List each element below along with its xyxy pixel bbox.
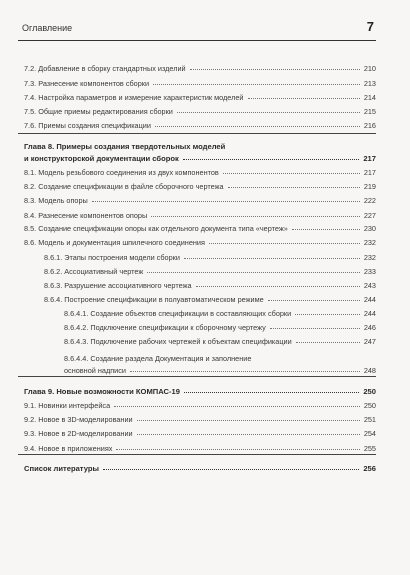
dot-leader (183, 159, 359, 160)
dot-leader (137, 434, 360, 435)
dot-leader (184, 258, 360, 259)
dot-leader (223, 173, 360, 174)
entry-title: 9.2. Новое в 3D-моделировании (24, 415, 133, 424)
toc-entry[interactable] (24, 167, 376, 178)
entry-page: 254 (363, 429, 376, 438)
entry-title: 8.6.3. Разрушение ассоциативного чертежа (44, 281, 192, 290)
entry-page: 232 (363, 238, 376, 247)
dot-leader (177, 112, 360, 113)
toc-entry[interactable] (24, 120, 376, 131)
dot-leader (248, 98, 360, 99)
entry-title: и конструкторской документации сборок (24, 154, 179, 163)
dot-leader (116, 449, 360, 450)
toc-entry[interactable] (44, 294, 376, 305)
dot-leader (151, 216, 360, 217)
toc-entry[interactable] (24, 106, 376, 117)
dot-leader (190, 69, 360, 70)
entry-page: 219 (363, 182, 376, 191)
entry-page: 217 (363, 168, 376, 177)
entry-page: 246 (363, 323, 376, 332)
entry-page: 251 (363, 415, 376, 424)
entry-title: основной надписи (64, 366, 126, 375)
entry-title: Список литературы (24, 464, 99, 473)
entry-title: 8.2. Создание спецификации в файле сборочного чертежа (24, 182, 224, 191)
toc-entry[interactable] (64, 308, 376, 319)
page-number: 7 (366, 19, 374, 34)
entry-page: 227 (363, 211, 376, 220)
entry-title: 8.5. Создание спецификации опоры как отдельного документа типа «чертеж» (24, 224, 288, 233)
toc-entry[interactable] (64, 322, 376, 333)
entry-title: 8.3. Модель опоры (24, 196, 88, 205)
entry-title: 8.6.1. Этапы построения модели сборки (44, 253, 180, 262)
entry-title: 8.1. Модель резьбового соединения из двух компонентов (24, 168, 219, 177)
dot-leader (292, 229, 360, 230)
toc-entry[interactable] (24, 443, 376, 454)
entry-page: 232 (363, 253, 376, 262)
dot-leader (153, 84, 360, 85)
chapter-entry[interactable] (24, 386, 376, 397)
toc-entry[interactable] (44, 280, 376, 291)
dot-leader (184, 392, 359, 393)
toc-entry[interactable] (24, 237, 376, 248)
entry-title: 8.6.4.2. Подключение спецификации к сборочному чертежу (64, 323, 266, 332)
dot-leader (295, 314, 360, 315)
toc-entry[interactable] (24, 223, 376, 234)
dot-leader (268, 300, 360, 301)
dot-leader (270, 328, 360, 329)
entry-page: 243 (363, 281, 376, 290)
toc-entry[interactable] (24, 63, 376, 74)
running-title: Оглавление (22, 23, 73, 33)
entry-page: 250 (363, 401, 376, 410)
dot-leader (92, 201, 360, 202)
page-header (22, 19, 374, 36)
toc-entry[interactable] (24, 210, 376, 221)
toc-entry[interactable] (24, 414, 376, 425)
toc-entry[interactable] (24, 92, 376, 103)
chapter-entry[interactable] (24, 141, 376, 152)
entry-page: 214 (363, 93, 376, 102)
entry-title: 7.2. Добавление в сборку стандартных изделий (24, 64, 186, 73)
entry-page: 210 (363, 64, 376, 73)
dot-leader (209, 243, 360, 244)
dot-leader (147, 272, 360, 273)
entry-title: 7.6. Приемы создания спецификации (24, 121, 151, 130)
dot-leader (296, 342, 360, 343)
entry-page: 255 (363, 444, 376, 453)
toc-entry[interactable] (64, 353, 376, 364)
toc-entry[interactable] (24, 428, 376, 439)
entry-page: 244 (363, 309, 376, 318)
entry-page: 216 (363, 121, 376, 130)
entry-page: 233 (363, 267, 376, 276)
entry-title: 8.6.2. Ассоциативный чертеж (44, 267, 144, 276)
entry-page: 230 (363, 224, 376, 233)
entry-title: 8.6. Модель и документация шпилечного соединения (24, 238, 205, 247)
entry-title: 9.4. Новое в приложениях (24, 444, 113, 453)
toc-entry[interactable] (24, 78, 376, 89)
dot-leader (228, 187, 360, 188)
entry-title: Глава 9. Новые возможности КОМПАС-19 (24, 387, 180, 396)
dot-leader (155, 126, 360, 127)
entry-title: 8.6.4.3. Подключение рабочих чертежей к объектам спецификации (64, 337, 292, 346)
toc-entry[interactable] (44, 252, 376, 263)
toc-entry[interactable] (24, 195, 376, 206)
dot-leader (114, 406, 360, 407)
entry-title: 8.4. Разнесение компонентов опоры (24, 211, 148, 220)
chapter-entry[interactable] (24, 153, 376, 164)
entry-page: 250 (363, 387, 376, 396)
section-rule (18, 133, 376, 134)
entry-title: Глава 8. Примеры создания твердотельных моделей (24, 142, 226, 151)
toc-entry[interactable] (24, 181, 376, 192)
toc-entry[interactable] (24, 400, 376, 411)
toc-entry[interactable] (64, 365, 376, 376)
entry-title: 9.3. Новое в 2D-моделировании (24, 429, 133, 438)
entry-title: 8.6.4.1. Создание объектов спецификации в составляющих сборки (64, 309, 292, 318)
toc-entry[interactable] (44, 266, 376, 277)
entry-page: 248 (363, 366, 376, 375)
dot-leader (137, 420, 360, 421)
entry-page: 215 (363, 107, 376, 116)
entry-page: 256 (363, 464, 376, 473)
dot-leader (103, 469, 359, 470)
toc-entry[interactable] (64, 336, 376, 347)
entry-title: 8.6.4.4. Создание раздела Документация и заполнение (64, 354, 252, 363)
entry-title: 9.1. Новинки интерфейса (24, 401, 111, 410)
entry-page: 213 (363, 79, 376, 88)
section-rule (18, 454, 376, 455)
dot-leader (130, 371, 360, 372)
entry-page: 244 (363, 295, 376, 304)
header-rule (18, 40, 376, 41)
chapter-entry[interactable] (24, 463, 376, 474)
entry-title: 7.5. Общие приемы редактирования сборки (24, 107, 173, 116)
entry-page: 222 (363, 196, 376, 205)
section-rule (18, 376, 376, 377)
entry-title: 7.3. Разнесение компонентов сборки (24, 79, 150, 88)
entry-title: 8.6.4. Построение спецификации в полуавтоматическом режиме (44, 295, 264, 304)
dot-leader (196, 286, 360, 287)
entry-page: 217 (363, 154, 376, 163)
entry-title: 7.4. Настройка параметров и измерение характеристик моделей (24, 93, 244, 102)
entry-page: 247 (363, 337, 376, 346)
